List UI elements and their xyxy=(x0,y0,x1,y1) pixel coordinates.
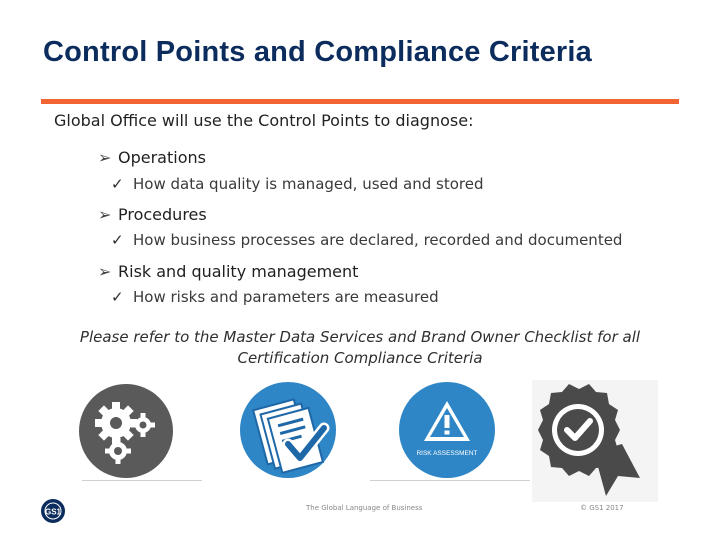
gs1-logo xyxy=(40,497,78,525)
note-line-1: Please refer to the Master Data Services and Brand Owner Checklist for all xyxy=(79,328,641,346)
checkmark-icon: ✓ xyxy=(111,175,124,193)
footer-divider-right xyxy=(370,480,530,481)
sub-bullet-text: How risks and parameters are measured xyxy=(133,288,439,306)
bullet-operations xyxy=(98,148,206,167)
footer-copyright: © GS1 2017 xyxy=(580,504,624,512)
risk-assessment-icon xyxy=(398,381,496,479)
footer-tagline: The Global Language of Business xyxy=(306,504,423,512)
bullet-procedures xyxy=(98,205,207,224)
sub-bullet-risk xyxy=(111,288,439,306)
risk-assessment-label: RISK ASSESSMENT xyxy=(416,450,478,457)
arrow-bullet-icon: ➢ xyxy=(98,262,112,281)
footer-divider-left xyxy=(82,480,202,481)
documents-check-icon xyxy=(238,380,338,480)
checkmark-icon: ✓ xyxy=(111,231,124,249)
certification-badge-icon xyxy=(532,380,658,502)
sub-bullet-text: How data quality is managed, used and stored xyxy=(133,175,484,193)
bullet-risk xyxy=(98,262,358,281)
bullet-label: Procedures xyxy=(118,205,207,224)
bullet-label: Operations xyxy=(118,148,206,167)
checkmark-icon: ✓ xyxy=(111,288,124,306)
intro-text: Global Office will use the Control Points to diagnose: xyxy=(54,111,474,130)
sub-bullet-procedures xyxy=(111,231,622,249)
title-divider xyxy=(41,99,679,104)
page-title: Control Points and Compliance Criteria xyxy=(43,36,592,68)
gs1-logo-text: GS1 xyxy=(44,507,62,517)
arrow-bullet-icon: ➢ xyxy=(98,205,112,224)
bullet-label: Risk and quality management xyxy=(118,262,359,281)
checklist-note xyxy=(40,327,680,369)
arrow-bullet-icon: ➢ xyxy=(98,148,112,167)
sub-bullet-text: How business processes are declared, recorded and documented xyxy=(133,231,623,249)
gears-icon xyxy=(78,383,174,479)
sub-bullet-operations xyxy=(111,175,483,193)
note-line-2: Certification Compliance Criteria xyxy=(237,349,483,367)
